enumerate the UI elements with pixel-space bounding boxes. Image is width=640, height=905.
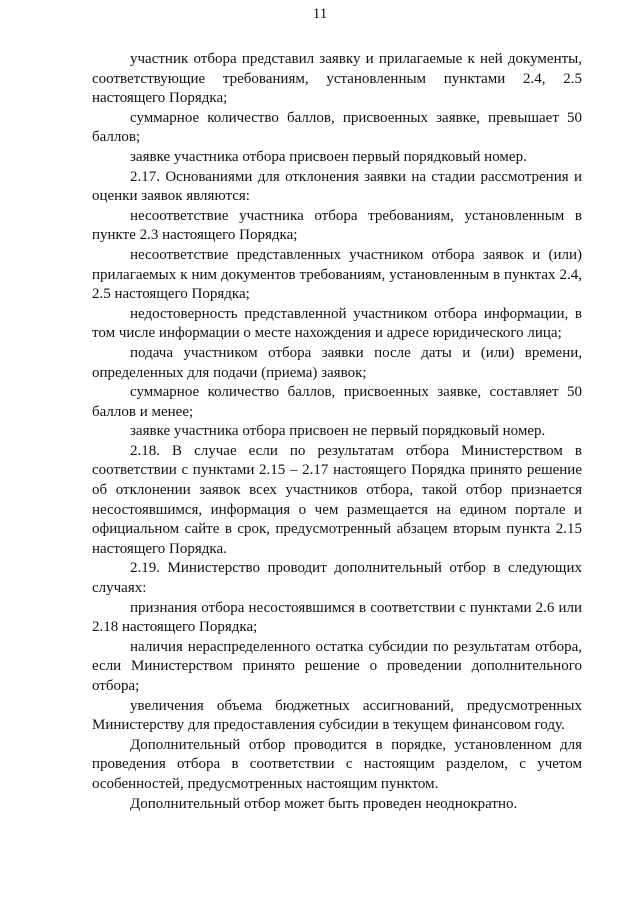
document-body (92, 50, 582, 814)
paragraph: суммарное количество баллов, присвоенных заявке, составляет 50 баллов и менее; (92, 384, 582, 420)
paragraph: Дополнительный отбор может быть проведен неоднократно. (130, 795, 518, 812)
paragraph: участник отбора представил заявку и прилагаемые к ней документы, соответствующие требованиям, установленным пунктами 2.4, 2.5 настоящего Порядка; (92, 51, 582, 107)
paragraph: несоответствие участника отбора требованиям, установленным в пункте 2.3 настоящего Порядка; (92, 207, 582, 244)
paragraph: суммарное количество баллов, присвоенных заявке, превышает 50 баллов; (92, 109, 582, 146)
paragraph: Дополнительный отбор проводится в порядке, установленном для проведения отбора в соответствии с настоящим разделом, с учетом особенностей, предусмотренных настоящим пунктом. (92, 736, 582, 792)
paragraph: увеличения объема бюджетных ассигнований, предусмотренных Министерству для предоставления субсидии в текущем финансовом году. (92, 697, 582, 734)
paragraph: 2.18. В случае если по результатам отбора Министерством в соответствии с пунктами 2.15 – 2.17 настоящего Порядка принято решение об отклонении заявок всех участников отбора, такой отбор признается несостоявшимся, информация о чем размещается на едином портале и официальном сайте в срок, предусмотренный абзацем вторым пункта 2.15 настоящего Порядка. (92, 442, 582, 557)
paragraph: недостоверность представленной участником отбора информации, в том числе информации о месте нахождения и адресе юридического лица; (92, 305, 582, 342)
paragraph: подача участником отбора заявки после даты и (или) времени, определенных для подачи (приема) заявок; (92, 344, 582, 381)
paragraph: заявке участника отбора присвоен не первый порядковый номер. (130, 423, 546, 440)
paragraph: несоответствие представленных участником отбора заявок и (или) прилагаемых к ним документов требованиям, установленным в пунктах 2.4, 2.5 настоящего Порядка; (92, 246, 582, 303)
paragraph: 2.19. Министерство проводит дополнительный отбор в следующих случаях: (92, 560, 582, 597)
paragraph: 2.17. Основаниями для отклонения заявки на стадии рассмотрения и оценки заявок являются: (92, 168, 582, 205)
paragraph: заявке участника отбора присвоен первый порядковый номер. (130, 148, 527, 165)
page-number: 11 (312, 6, 328, 22)
paragraph: наличия нераспределенного остатка субсидии по результатам отбора, если Министерством принято решение о проведении дополнительного отбора; (92, 638, 582, 694)
paragraph: признания отбора несостоявшимся в соответствии с пунктами 2.6 или 2.18 настоящего Порядка; (92, 599, 582, 636)
